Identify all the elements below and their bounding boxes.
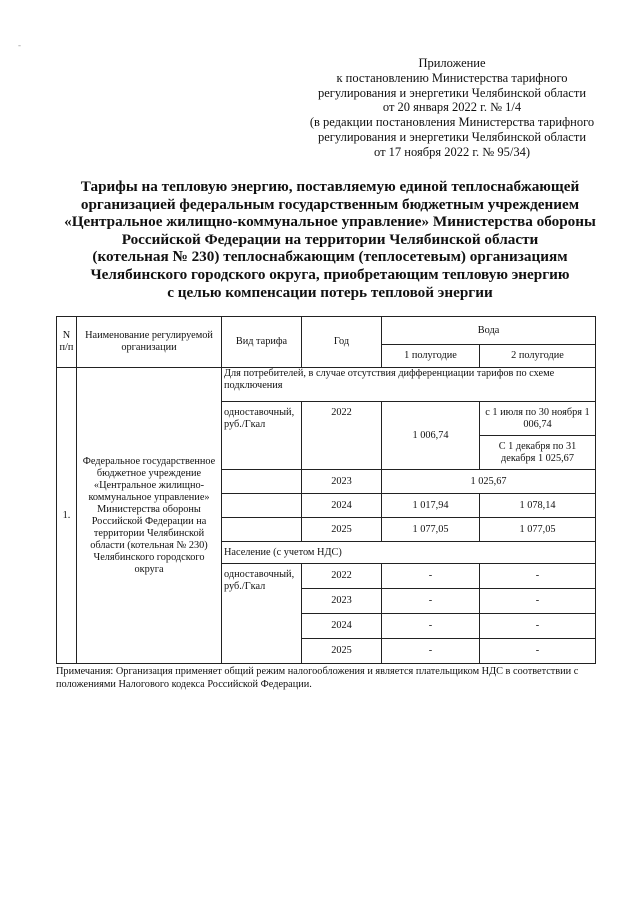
- value-cell: с 1 июля по 30 ноября 1 006,74: [480, 402, 596, 436]
- year-cell: 2023: [302, 470, 382, 494]
- header-half-2: 2 полугодие: [480, 345, 596, 368]
- document-title: [40, 178, 620, 301]
- margin-mark: -: [18, 40, 21, 50]
- appendix-line: регулирования и энергетики Челябинской области: [317, 129, 587, 144]
- value-cell: -: [382, 614, 480, 639]
- appendix-line: (в редакции постановления Министерства тарифного: [309, 115, 595, 130]
- appendix-line: от 17 ноября 2022 г. № 95/34): [373, 144, 530, 159]
- value-cell: С 1 декабря по 31 декабря 1 025,67: [480, 436, 596, 470]
- empty-cell: [222, 494, 302, 518]
- value-cell: -: [480, 564, 596, 589]
- table-row: [57, 368, 596, 402]
- year-cell: 2022: [302, 564, 382, 589]
- appendix-line: регулирования и энергетики Челябинской области: [317, 85, 587, 100]
- section-population-title: Население (с учетом НДС): [222, 542, 596, 564]
- value-cell: -: [382, 564, 480, 589]
- value-cell: -: [382, 639, 480, 664]
- header-row: [57, 317, 596, 345]
- value-cell: 1 077,05: [480, 518, 596, 542]
- appendix-line: от 20 января 2022 г. № 1/4: [382, 100, 522, 115]
- value-cell: -: [480, 614, 596, 639]
- title-line: (котельная № 230) теплоснабжающим (теплосетевым) организациям: [92, 248, 568, 266]
- header-num: N п/п: [57, 317, 77, 368]
- tariff-table: [56, 316, 596, 664]
- section-consumers-title: Для потребителей, в случае отсутствия дифференциации тарифов по схеме подключения: [222, 368, 596, 402]
- value-cell: -: [480, 589, 596, 614]
- header-org: Наименование регулируемой организации: [77, 317, 222, 368]
- title-line: организацией федеральным государственным бюджетным учреждением: [80, 195, 580, 213]
- footnote: Примечания: Организация применяет общий режим налогообложения и является плательщиком НДС в соответствии с положениями Налогового кодекса Российской Федерации.: [56, 666, 579, 690]
- title-line: «Центральное жилищно-коммунальное управление» Министерства обороны: [64, 213, 596, 231]
- appendix-header: [270, 56, 634, 160]
- value-cell: 1 077,05: [382, 518, 480, 542]
- empty-cell: [222, 518, 302, 542]
- value-cell: -: [480, 639, 596, 664]
- year-cell: 2022: [302, 402, 382, 470]
- year-cell: 2024: [302, 614, 382, 639]
- value-cell: 1 017,94: [382, 494, 480, 518]
- title-line: Тарифы на тепловую энергию, поставляемую единой теплоснабжающей: [80, 178, 580, 195]
- empty-cell: [222, 470, 302, 494]
- header-year: Год: [302, 317, 382, 368]
- value-cell: 1 025,67: [382, 470, 596, 494]
- appendix-line: Приложение: [418, 56, 486, 70]
- appendix-line: к постановлению Министерства тарифного: [336, 70, 568, 85]
- tariff-type-cell: одноставочный, руб./Гкал: [222, 564, 302, 664]
- header-tariff-type: Вид тарифа: [222, 317, 302, 368]
- title-line: Челябинского городского округа, приобретающим тепловую энергию: [90, 265, 570, 283]
- year-cell: 2025: [302, 639, 382, 664]
- tariff-type-cell: одноставочный, руб./Гкал: [222, 402, 302, 470]
- year-cell: 2025: [302, 518, 382, 542]
- header-water: Вода: [382, 317, 596, 345]
- organization-name: Федеральное государственное бюджетное учреждение «Центральное жилищно-коммунальное управление» Министерства обороны Российской Федерации на территории Челябинской области (котельная № 230) Челябинского городского округа: [77, 368, 222, 664]
- year-cell: 2023: [302, 589, 382, 614]
- year-cell: 2024: [302, 494, 382, 518]
- value-cell: 1 006,74: [382, 402, 480, 470]
- title-line: с целью компенсации потерь тепловой энергии: [167, 283, 493, 301]
- value-cell: 1 078,14: [480, 494, 596, 518]
- value-cell: -: [382, 589, 480, 614]
- row-number: 1.: [57, 368, 77, 664]
- title-line: Российской Федерации на территории Челябинской области: [121, 230, 539, 248]
- header-half-1: 1 полугодие: [382, 345, 480, 368]
